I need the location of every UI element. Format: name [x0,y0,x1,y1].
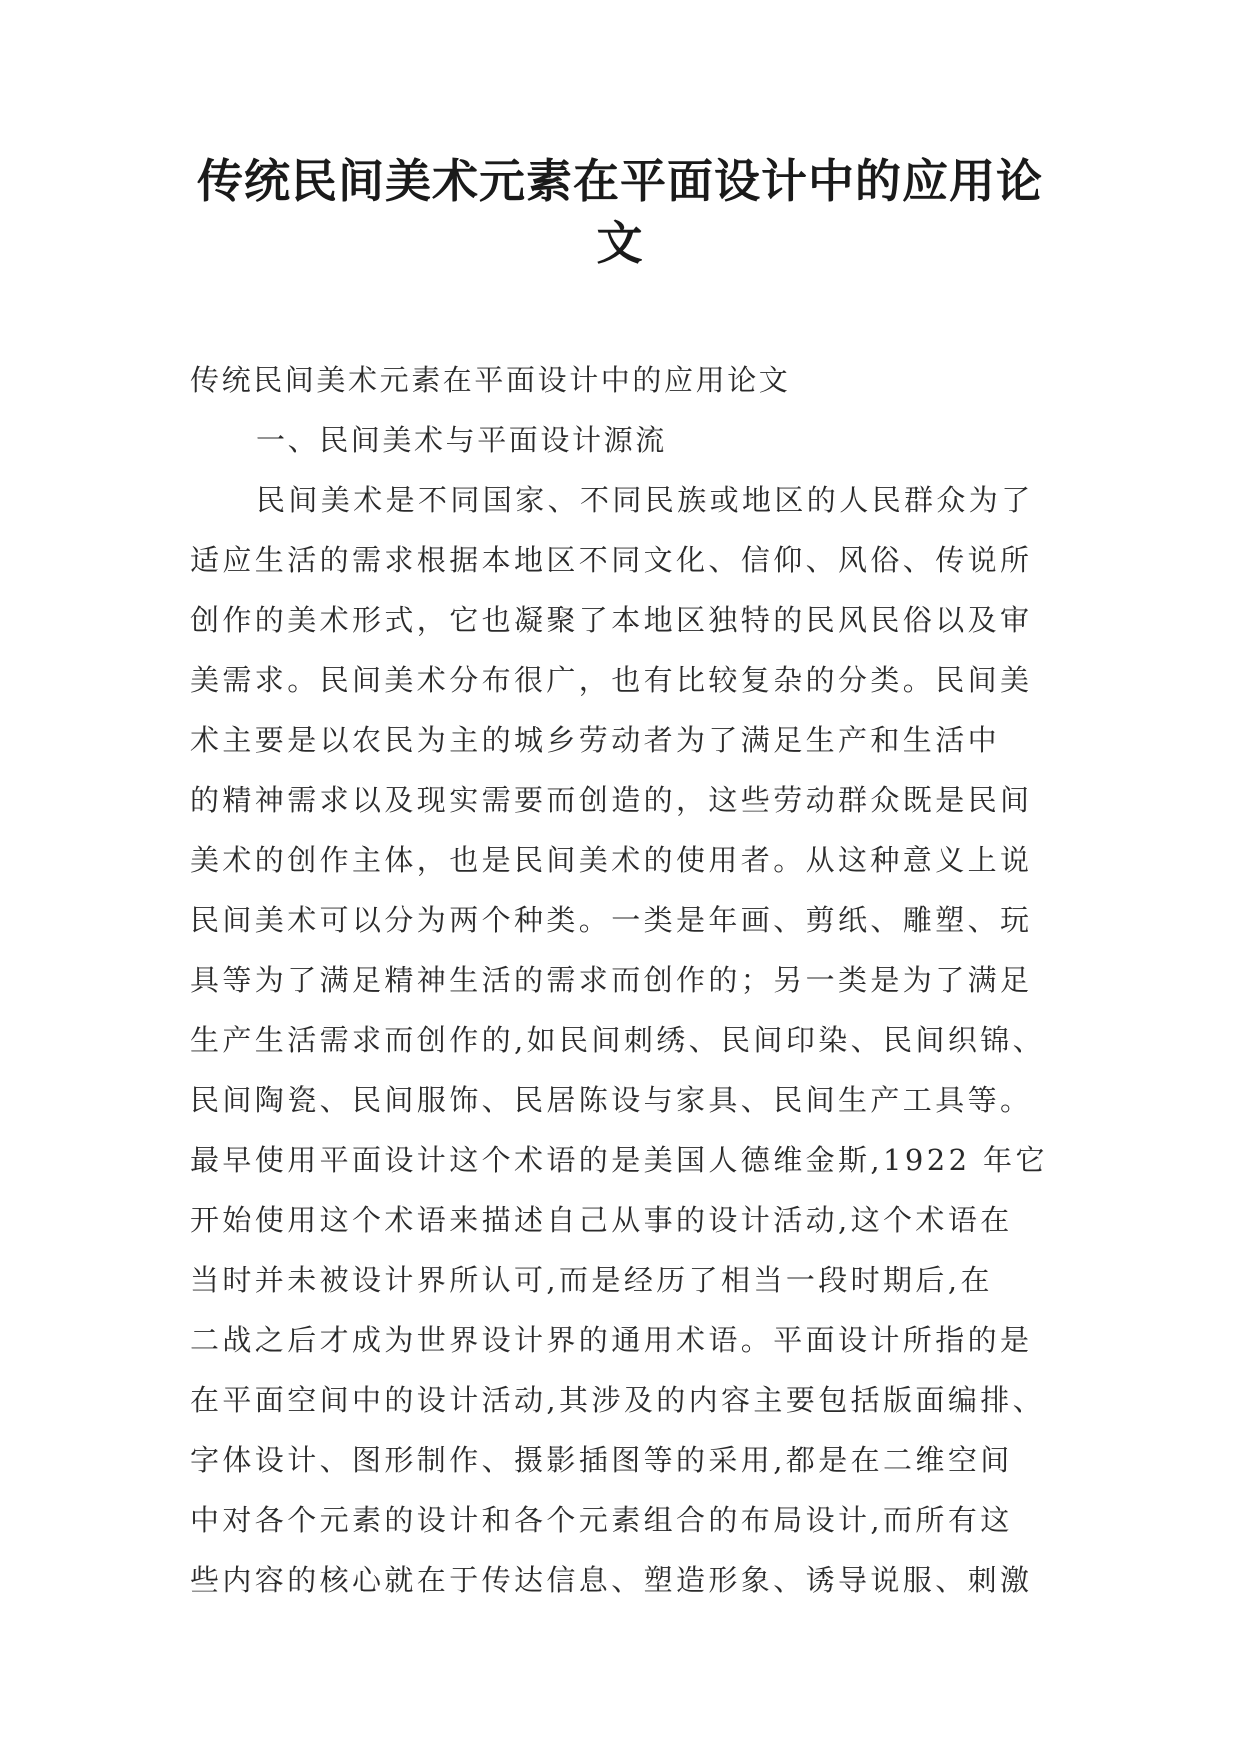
paragraph-line: 二战之后才成为世界设计界的通用术语。平面设计所指的是 [190,1323,1033,1357]
paragraph-line: 的精神需求以及现实需要而创造的，这些劳动群众既是民间 [190,783,1033,817]
title-line-1: 传统民间美术元素在平面设计中的应用论 [197,154,1043,208]
paragraph-line: 适应生活的需求根据本地区不同文化、信仰、风俗、传说所 [190,543,1033,577]
paragraph-line: 些内容的核心就在于传达信息、塑造形象、诱导说服、刺激 [190,1563,1033,1597]
paragraph-line: 开始使用这个术语来描述自己从事的设计活动,这个术语在 [190,1203,1013,1237]
paragraph-line: 中对各个元素的设计和各个元素组合的布局设计,而所有这 [190,1503,1013,1537]
document-subtitle: 传统民间美术元素在平面设计中的应用论文 [190,363,791,397]
paragraph-line: 民间美术可以分为两个种类。一类是年画、剪纸、雕塑、玩 [190,903,1033,937]
section-heading: 一、民间美术与平面设计源流 [256,423,667,457]
paragraph-line: 美术的创作主体，也是民间美术的使用者。从这种意义上说 [190,843,1033,877]
paragraph-line: 最早使用平面设计这个术语的是美国人德维金斯,1922 年它 [190,1143,1048,1177]
paragraph-line: 术主要是以农民为主的城乡劳动者为了满足生产和生活中 [190,723,1001,757]
paragraph-line: 民间美术是不同国家、不同民族或地区的人民群众为了 [256,483,1034,517]
paragraph-line: 创作的美术形式，它也凝聚了本地区独特的民风民俗以及审 [190,603,1033,637]
paragraph-line: 民间陶瓷、民间服饰、民居陈设与家具、民间生产工具等。 [190,1083,1033,1117]
paragraph-line: 在平面空间中的设计活动,其涉及的内容主要包括版面编排、 [190,1383,1046,1417]
document-body [190,350,1050,1610]
paragraph-line: 生产生活需求而创作的,如民间刺绣、民间印染、民间织锦、 [190,1023,1046,1057]
paragraph-line: 当时并未被设计界所认可,而是经历了相当一段时期后,在 [190,1263,993,1297]
title-line-2: 文 [596,216,644,270]
document-title [190,150,1050,274]
paragraph-line: 具等为了满足精神生活的需求而创作的；另一类是为了满足 [190,963,1033,997]
paragraph-line: 字体设计、图形制作、摄影插图等的采用,都是在二维空间 [190,1443,1013,1477]
paragraph-line: 美需求。民间美术分布很广，也有比较复杂的分类。民间美 [190,663,1033,697]
